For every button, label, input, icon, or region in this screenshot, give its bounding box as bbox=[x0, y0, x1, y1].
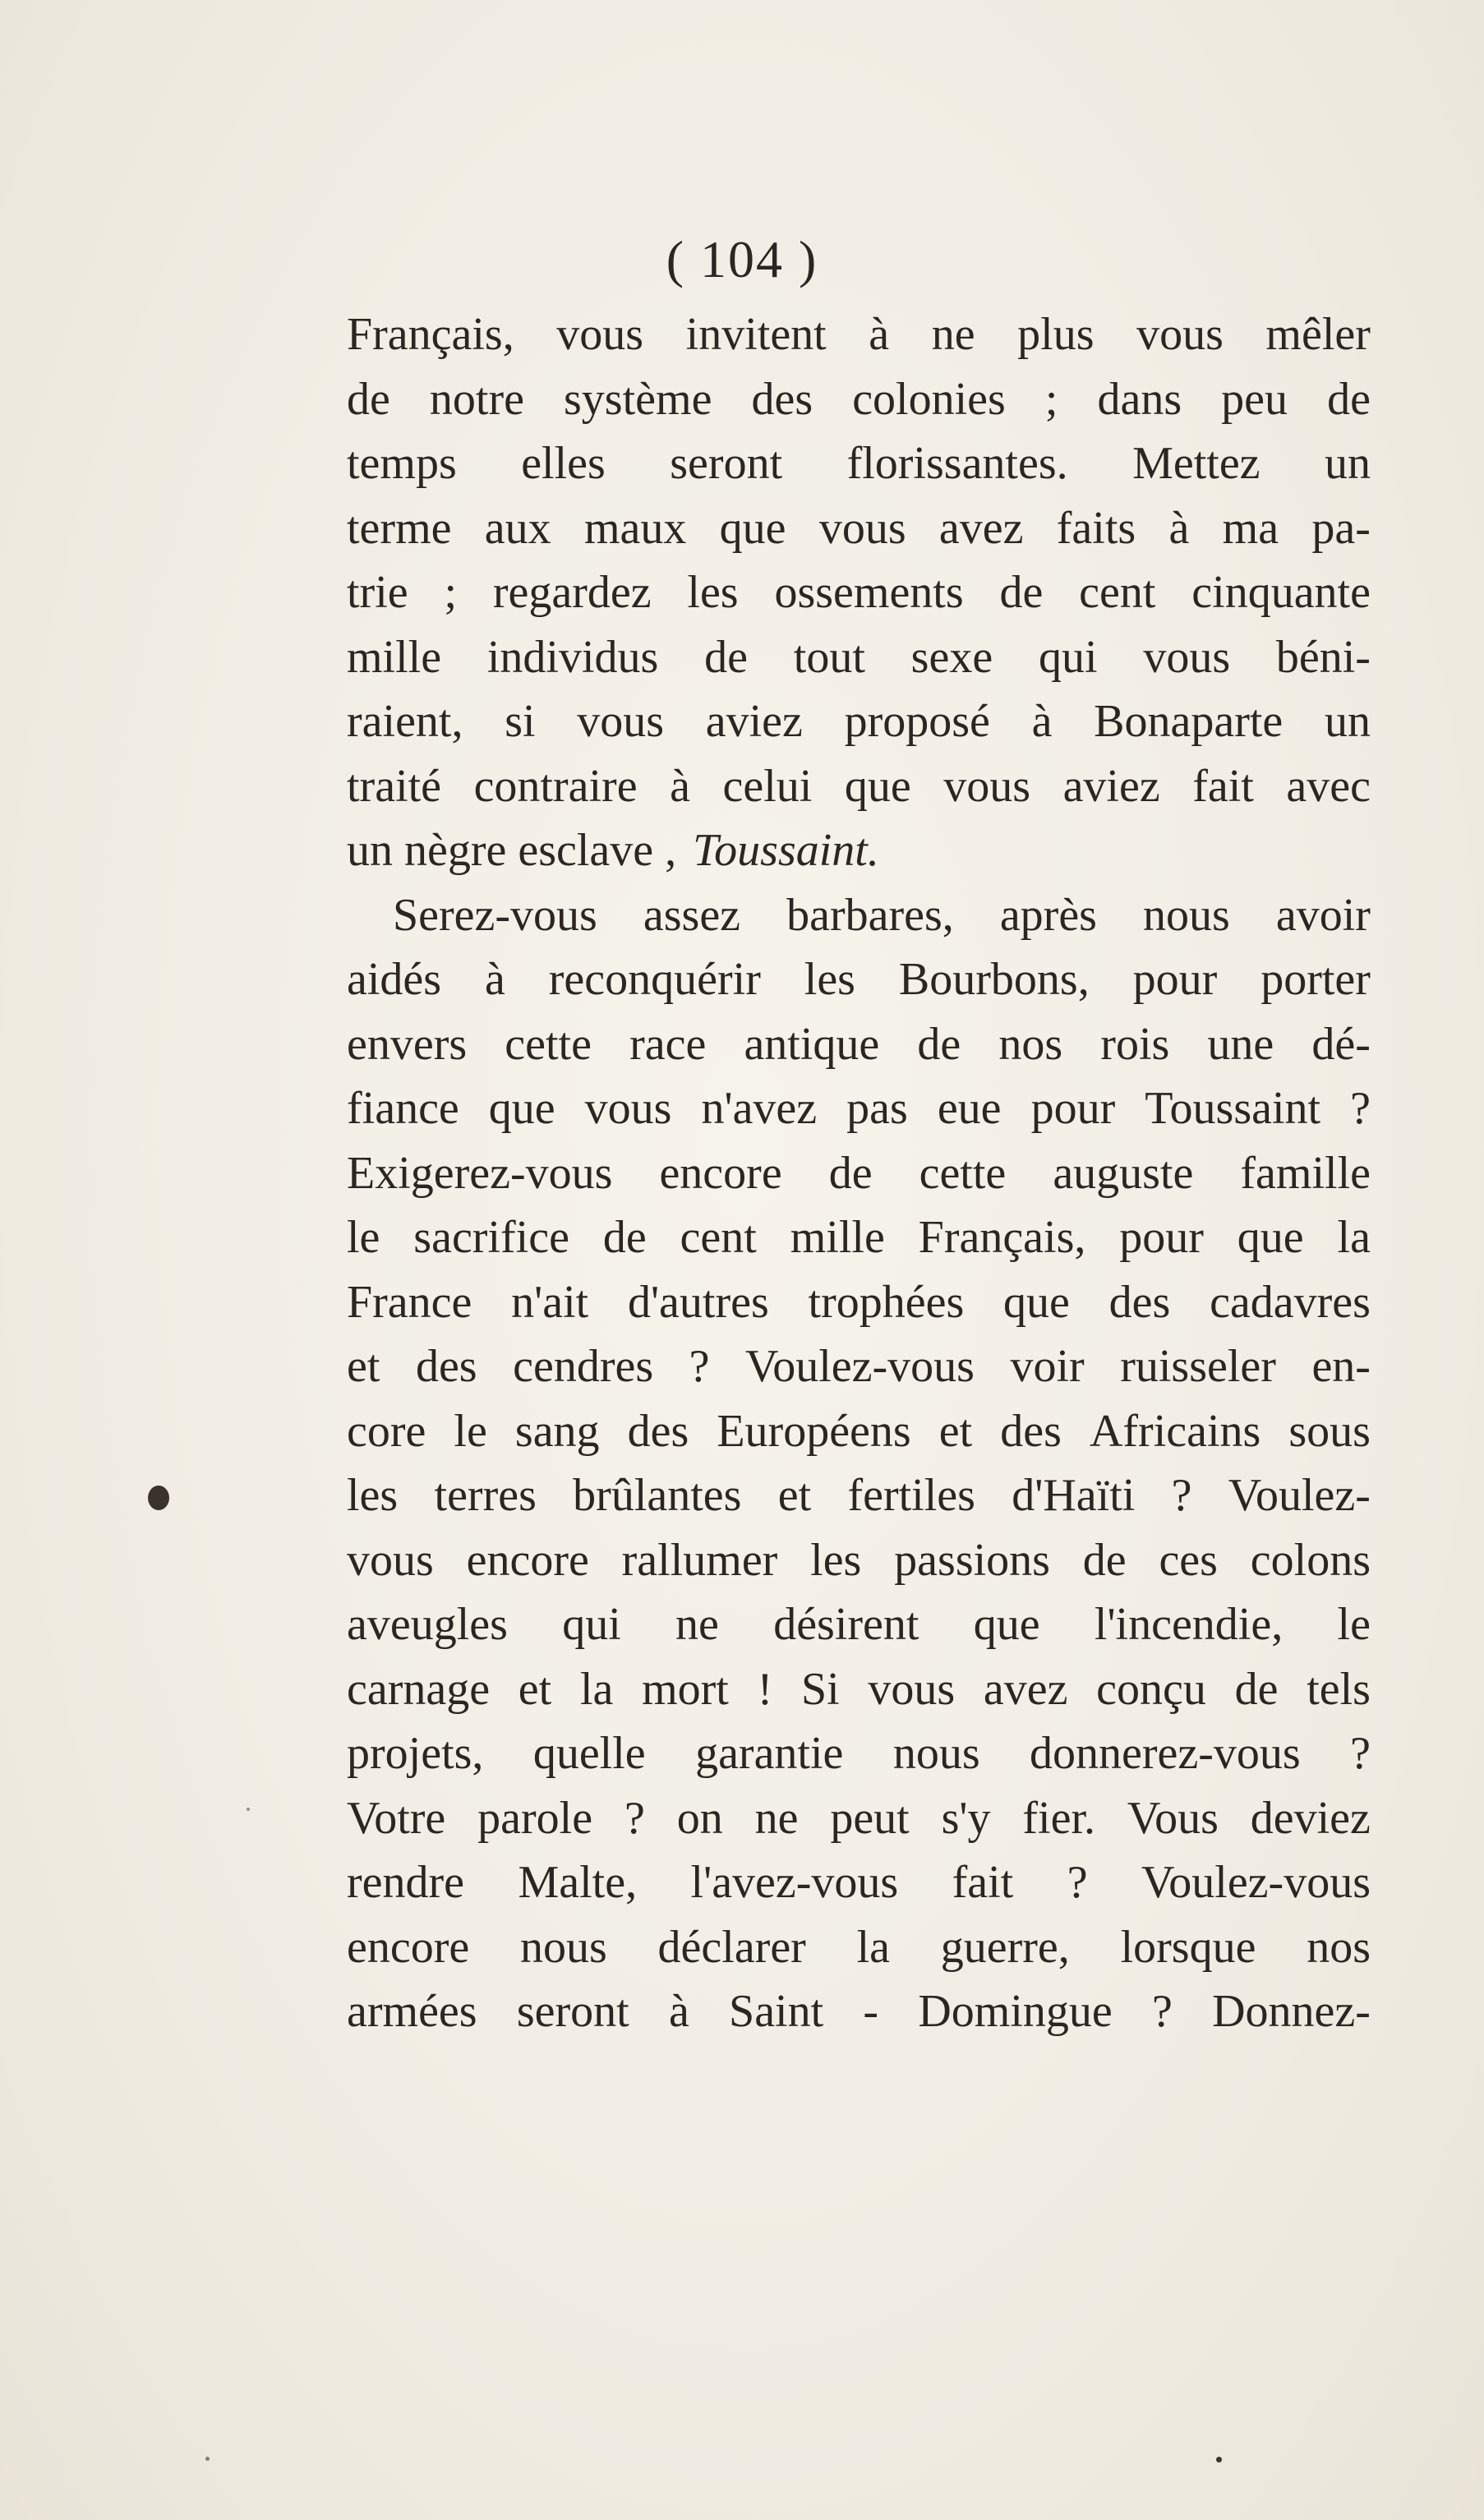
word: cette bbox=[919, 1147, 1007, 1199]
paper-speck bbox=[205, 2457, 210, 2461]
word: fiance bbox=[347, 1083, 459, 1134]
text-line bbox=[347, 1334, 1371, 1399]
text-line bbox=[347, 625, 1371, 690]
word: ne bbox=[931, 309, 975, 360]
word: cette bbox=[505, 1018, 592, 1070]
word: vous bbox=[584, 1083, 672, 1134]
word: cent bbox=[1079, 567, 1156, 618]
word: les bbox=[687, 567, 739, 618]
word: à bbox=[484, 954, 505, 1005]
word: à bbox=[869, 309, 890, 360]
word: seront bbox=[516, 1986, 629, 2037]
word: la bbox=[1337, 1212, 1371, 1263]
word: la bbox=[856, 1921, 891, 1973]
word: Africains bbox=[1089, 1405, 1261, 1457]
word: ; bbox=[1044, 373, 1058, 425]
word: elles bbox=[521, 438, 606, 489]
word: une bbox=[1207, 1018, 1274, 1070]
word: porter bbox=[1260, 954, 1371, 1005]
word: la bbox=[579, 1663, 614, 1715]
page-number: ( 104 ) bbox=[666, 230, 818, 288]
word: mille bbox=[347, 631, 442, 683]
word: et bbox=[347, 1341, 380, 1392]
word: nos bbox=[1307, 1921, 1371, 1973]
word: des bbox=[1000, 1405, 1062, 1457]
word: envers bbox=[347, 1018, 468, 1070]
word: nous bbox=[519, 1921, 607, 1973]
word: des bbox=[1108, 1276, 1171, 1328]
word: brûlantes bbox=[573, 1470, 742, 1521]
word: peut bbox=[830, 1792, 910, 1844]
word: n'ait bbox=[511, 1276, 589, 1328]
word: Toussaint bbox=[1145, 1083, 1321, 1134]
word: des bbox=[627, 1405, 689, 1457]
word: ne bbox=[675, 1599, 719, 1650]
word: barbares, bbox=[786, 889, 954, 941]
text-line bbox=[347, 1850, 1371, 1915]
word: les bbox=[347, 1470, 399, 1521]
word: en- bbox=[1311, 1341, 1371, 1392]
word: vous bbox=[868, 1663, 956, 1715]
word: tout bbox=[793, 631, 865, 683]
word: ne bbox=[754, 1792, 799, 1844]
word: deviez bbox=[1250, 1792, 1371, 1844]
word: nous bbox=[1143, 889, 1230, 941]
word: fait bbox=[1192, 760, 1254, 812]
word: ! bbox=[757, 1663, 773, 1715]
word: cent bbox=[680, 1212, 757, 1263]
word: France bbox=[347, 1276, 472, 1328]
word: de bbox=[999, 567, 1044, 618]
word: encore bbox=[347, 1921, 470, 1973]
word: sang bbox=[514, 1405, 600, 1457]
word: système bbox=[564, 373, 712, 425]
word: de bbox=[704, 631, 748, 683]
word: terme bbox=[347, 502, 452, 554]
word: de bbox=[828, 1147, 873, 1199]
word: pour bbox=[1030, 1083, 1116, 1134]
word: si bbox=[505, 696, 536, 747]
word: colonies bbox=[852, 373, 1006, 425]
word: de bbox=[917, 1018, 961, 1070]
word: fertiles bbox=[847, 1470, 975, 1521]
word: traité bbox=[347, 760, 442, 812]
word: l'incendie, bbox=[1094, 1599, 1284, 1650]
word: des bbox=[415, 1341, 477, 1392]
word: encore bbox=[466, 1534, 589, 1586]
word: déclarer bbox=[657, 1921, 806, 1973]
word: Français, bbox=[918, 1212, 1086, 1263]
word: celui bbox=[722, 760, 813, 812]
word: core bbox=[347, 1405, 426, 1457]
word: raient, bbox=[347, 696, 463, 747]
word: Si bbox=[800, 1663, 840, 1715]
word: de bbox=[1082, 1534, 1127, 1586]
word: à bbox=[670, 760, 690, 812]
word: trie bbox=[347, 567, 408, 618]
word: aviez bbox=[705, 696, 803, 747]
word: lorsque bbox=[1120, 1921, 1256, 1973]
word: Européens bbox=[717, 1405, 911, 1457]
word: des bbox=[751, 373, 813, 425]
word: ces bbox=[1159, 1534, 1218, 1586]
word: pour bbox=[1119, 1212, 1204, 1263]
word: n'avez bbox=[701, 1083, 818, 1134]
word: carnage bbox=[347, 1663, 491, 1715]
word: ? bbox=[1350, 1083, 1371, 1134]
word: rois bbox=[1100, 1018, 1170, 1070]
word: invitent bbox=[685, 309, 827, 360]
word: donnerez-vous bbox=[1030, 1728, 1301, 1779]
paper-speck bbox=[1216, 2457, 1222, 2462]
word: florissantes. bbox=[846, 438, 1068, 489]
word: et bbox=[938, 1405, 973, 1457]
word: quelle bbox=[532, 1728, 646, 1779]
line-text: un nègre esclave , bbox=[347, 825, 677, 876]
word: proposé bbox=[844, 696, 990, 747]
word: dans bbox=[1097, 373, 1182, 425]
word: on bbox=[676, 1792, 723, 1844]
word: - bbox=[863, 1986, 879, 2037]
word: et bbox=[518, 1663, 552, 1715]
word: aidés bbox=[347, 954, 442, 1005]
word: tels bbox=[1307, 1663, 1371, 1715]
word: le bbox=[454, 1405, 487, 1457]
word: assez bbox=[643, 889, 741, 941]
word: d'Haïti bbox=[1012, 1470, 1136, 1521]
word: que bbox=[844, 760, 911, 812]
word: ? bbox=[1152, 1986, 1173, 2037]
word: regardez bbox=[492, 567, 652, 618]
word: Bourbons, bbox=[898, 954, 1090, 1005]
word: Bonaparte bbox=[1094, 696, 1284, 747]
word: plus bbox=[1017, 309, 1095, 360]
word: mêler bbox=[1265, 309, 1371, 360]
word: un bbox=[1324, 438, 1371, 489]
paper-speck bbox=[247, 1808, 250, 1811]
word: projets, bbox=[347, 1728, 484, 1779]
text-line bbox=[347, 560, 1371, 625]
word: vous bbox=[943, 760, 1031, 812]
word: à bbox=[1168, 502, 1190, 554]
word: Exigerez-vous bbox=[347, 1147, 613, 1199]
word: conçu bbox=[1096, 1663, 1206, 1715]
word: vous bbox=[577, 696, 665, 747]
word: Votre bbox=[347, 1792, 446, 1844]
word: maux bbox=[583, 502, 687, 554]
word: parole bbox=[477, 1792, 593, 1844]
word: ? bbox=[624, 1792, 645, 1844]
text-line bbox=[347, 496, 1371, 561]
word: famille bbox=[1240, 1147, 1371, 1199]
word: auguste bbox=[1053, 1147, 1194, 1199]
text-line bbox=[347, 1141, 1371, 1206]
word: eue bbox=[937, 1083, 1002, 1134]
text-line bbox=[347, 1399, 1371, 1464]
word: passions bbox=[894, 1534, 1050, 1586]
word: peu bbox=[1221, 373, 1288, 425]
word: sous bbox=[1288, 1405, 1371, 1457]
word: ossements bbox=[774, 567, 964, 618]
word: sexe bbox=[910, 631, 993, 683]
word: encore bbox=[659, 1147, 782, 1199]
word: Donnez- bbox=[1212, 1986, 1371, 2037]
text-line bbox=[347, 1270, 1371, 1335]
word: un bbox=[1324, 696, 1371, 747]
word: avez bbox=[938, 502, 1024, 554]
word: avez bbox=[983, 1663, 1068, 1715]
word: ? bbox=[689, 1341, 710, 1392]
word: que bbox=[719, 502, 786, 554]
word: contraire bbox=[473, 760, 638, 812]
text-line bbox=[347, 1592, 1371, 1657]
word: rallumer bbox=[621, 1534, 778, 1586]
body-text bbox=[347, 302, 1371, 2044]
text-line bbox=[347, 1786, 1371, 1851]
word: vous bbox=[1136, 309, 1224, 360]
word: colons bbox=[1250, 1534, 1371, 1586]
word: Saint bbox=[729, 1986, 824, 2037]
word: de bbox=[1234, 1663, 1279, 1715]
word: béni- bbox=[1275, 631, 1371, 683]
word: Voulez-vous bbox=[745, 1341, 975, 1392]
word: que bbox=[488, 1083, 555, 1134]
word: Mettez bbox=[1132, 438, 1260, 489]
word: l'avez-vous bbox=[690, 1857, 899, 1908]
text-line bbox=[347, 1915, 1371, 1980]
word: pa- bbox=[1311, 502, 1371, 554]
word: voir bbox=[1010, 1341, 1085, 1392]
word: dé- bbox=[1311, 1018, 1371, 1070]
word: aviez bbox=[1062, 760, 1160, 812]
italic-name: Toussaint. bbox=[693, 825, 879, 876]
text-line bbox=[347, 1528, 1371, 1593]
word: vous bbox=[1143, 631, 1231, 683]
word: les bbox=[804, 954, 855, 1005]
word: les bbox=[810, 1534, 862, 1586]
word: ruisseler bbox=[1120, 1341, 1276, 1392]
word: le bbox=[1337, 1599, 1371, 1650]
text-line-paragraph-end bbox=[347, 818, 1371, 883]
text-line bbox=[347, 367, 1371, 432]
word: nos bbox=[998, 1018, 1063, 1070]
word: fait bbox=[952, 1857, 1014, 1908]
word: pas bbox=[846, 1083, 908, 1134]
text-line bbox=[347, 1979, 1371, 2044]
word: Voulez-vous bbox=[1141, 1857, 1371, 1908]
ink-blot bbox=[148, 1486, 169, 1510]
word: sacrifice bbox=[413, 1212, 569, 1263]
word: Français, bbox=[347, 309, 514, 360]
text-line bbox=[347, 754, 1371, 819]
word: nous bbox=[892, 1728, 980, 1779]
word: désirent bbox=[773, 1599, 919, 1650]
word: trophées bbox=[808, 1276, 965, 1328]
word: fier. bbox=[1022, 1792, 1095, 1844]
word: cendres bbox=[513, 1341, 654, 1392]
word: mort bbox=[642, 1663, 729, 1715]
word: mille bbox=[790, 1212, 885, 1263]
word: ? bbox=[1067, 1857, 1088, 1908]
text-line bbox=[347, 302, 1371, 367]
text-line bbox=[347, 1463, 1371, 1528]
text-line bbox=[347, 1076, 1371, 1141]
word: terres bbox=[434, 1470, 537, 1521]
word: de bbox=[602, 1212, 647, 1263]
word: de bbox=[347, 373, 390, 425]
word: reconquérir bbox=[548, 954, 761, 1005]
word: qui bbox=[562, 1599, 621, 1650]
word: que bbox=[1237, 1212, 1304, 1263]
word: ? bbox=[1350, 1728, 1371, 1779]
word: seront bbox=[670, 438, 783, 489]
word: Vous bbox=[1127, 1792, 1219, 1844]
word: ? bbox=[1171, 1470, 1192, 1521]
text-line bbox=[347, 1205, 1371, 1270]
text-line bbox=[347, 689, 1371, 754]
text-line-paragraph-start bbox=[347, 883, 1371, 948]
word: pour bbox=[1132, 954, 1218, 1005]
word: le bbox=[347, 1212, 380, 1263]
word: temps bbox=[347, 438, 457, 489]
word: Domingue bbox=[918, 1986, 1113, 2037]
word: qui bbox=[1038, 631, 1098, 683]
word: antique bbox=[744, 1018, 880, 1070]
word: avoir bbox=[1275, 889, 1371, 941]
word: vous bbox=[818, 502, 906, 554]
word: aveugles bbox=[347, 1599, 508, 1650]
word: cadavres bbox=[1210, 1276, 1371, 1328]
word: aux bbox=[484, 502, 551, 554]
word: s'y bbox=[941, 1792, 991, 1844]
word: ma bbox=[1222, 502, 1279, 554]
word: rendre bbox=[347, 1857, 465, 1908]
word: d'autres bbox=[627, 1276, 769, 1328]
text-line bbox=[347, 431, 1371, 496]
word: à bbox=[1031, 696, 1053, 747]
word: garantie bbox=[695, 1728, 844, 1779]
text-line bbox=[347, 947, 1371, 1012]
word: guerre, bbox=[940, 1921, 1070, 1973]
word: et bbox=[777, 1470, 812, 1521]
word: vous bbox=[556, 309, 644, 360]
word: notre bbox=[429, 373, 524, 425]
word: cinquante bbox=[1191, 567, 1371, 618]
word: ; bbox=[444, 567, 458, 618]
word: avec bbox=[1286, 760, 1371, 812]
text-line bbox=[347, 1721, 1371, 1786]
word: faits bbox=[1056, 502, 1136, 554]
word: à bbox=[668, 1986, 689, 2037]
word: vous bbox=[347, 1534, 434, 1586]
word: race bbox=[629, 1018, 707, 1070]
word: Malte, bbox=[518, 1857, 638, 1908]
word: individus bbox=[486, 631, 659, 683]
word: de bbox=[1327, 373, 1371, 425]
word: Voulez- bbox=[1228, 1470, 1371, 1521]
text-line bbox=[347, 1012, 1371, 1077]
word: Serez-vous bbox=[393, 889, 597, 941]
word: que bbox=[1003, 1276, 1070, 1328]
word: après bbox=[999, 889, 1097, 941]
word: armées bbox=[347, 1986, 477, 2037]
text-line bbox=[347, 1657, 1371, 1722]
word: que bbox=[973, 1599, 1040, 1650]
